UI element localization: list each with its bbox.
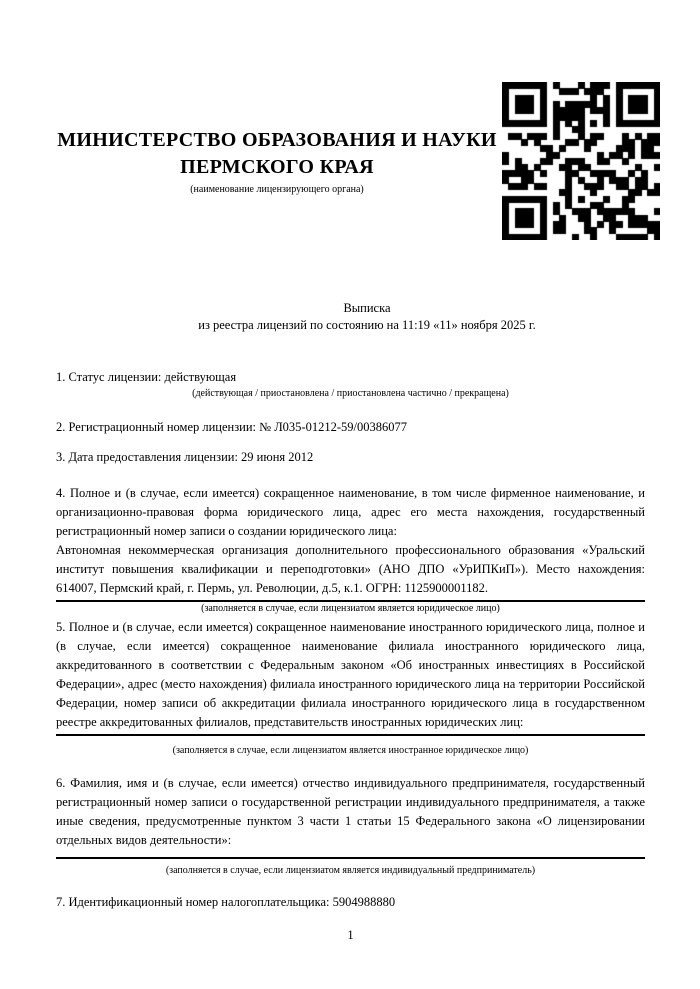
section-grant-date	[56, 448, 645, 467]
license-status-text: 1. Статус лицензии: действующая	[56, 370, 237, 384]
taxpayer-number-text: 7. Идентификационный номер налогоплательщика: 5904988880	[56, 895, 396, 909]
document-title-line2: из реестра лицензий по состоянию на 11:19 «11» ноября 2025 г.	[198, 318, 536, 332]
entrepreneur-question: 6. Фамилия, имя и (в случае, если имеется) отчество индивидуального предпринимателя, государственный регистрационный номер записи о государственной регистрации индивидуального предпринимателя, а также иные сведения, предусмотренные пунктом 3 части 1 статьи 15 Федерального закона «О лицензировании отдельных видов деятельности»:	[56, 776, 645, 847]
legal-entity-answer: Автономная некоммерческая организация дополнительного профессионального образования «Уральский институт повышения квалификации и переподготовки» (АНО ДПО «УрИПКиП»). Место нахождения: 614007, Пермский край, г. Пермь, ул. Революции, д.5, к.1. ОГРН: 1125900001182.	[56, 543, 645, 595]
ministry-name-line2: ПЕРМСКОГО КРАЯ	[180, 156, 374, 178]
ministry-header	[56, 127, 498, 196]
legal-entity-caption: (заполняется в случае, если лицензиатом является юридическое лицо)	[201, 603, 500, 614]
section-license-status	[56, 368, 645, 400]
entrepreneur-caption: (заполняется в случае, если лицензиатом является индивидуальный предприниматель)	[165, 865, 536, 876]
qr-code-icon	[502, 82, 660, 240]
entrepreneur-fill-line	[56, 857, 645, 859]
license-status-options-caption: (действующая / приостановлена / приостановлена частично / прекращена)	[192, 388, 509, 399]
page-number: 1	[347, 928, 354, 942]
section-taxpayer-number	[56, 893, 645, 912]
foreign-entity-question: 5. Полное и (в случае, если имеется) сокращенное наименование иностранного юридического лица, полное и (в случае, если имеется) сокращенное наименование филиала иностранного юридического лица, аккредитованного в соответствии с Федеральным законом «Об иностранных инвестициях в Российской Федерации», адрес (место нахождения) филиала иностранного юридического лица на территории Российской Федерации, номер записи об аккредитации филиала иностранного юридического лица в государственном реестре аккредитованных филиалов, представительств иностранных юридических лиц:	[56, 620, 645, 729]
foreign-entity-fill-line	[56, 734, 645, 736]
section-registration-number	[56, 418, 645, 437]
ministry-caption: (наименование лицензирующего органа)	[190, 184, 364, 195]
legal-entity-fill-line	[56, 600, 645, 602]
legal-entity-question: 4. Полное и (в случае, если имеется) сокращенное наименование, в том числе фирменное наименование, и организационно-правовая форма юридического лица, адрес его места нахождения, государственный регистрационный номер записи о создании юридического лица:	[56, 486, 645, 538]
section-foreign-entity	[56, 618, 645, 757]
grant-date-text: 3. Дата предоставления лицензии: 29 июня 2012	[56, 450, 314, 464]
section-legal-entity	[56, 484, 645, 615]
section-entrepreneur	[56, 774, 645, 877]
registration-number-text: 2. Регистрационный номер лицензии: № Л035-01212-59/00386077	[56, 420, 407, 434]
document-title-line1: Выписка	[343, 301, 391, 315]
ministry-name-line1: МИНИСТЕРСТВО ОБРАЗОВАНИЯ И НАУКИ	[57, 129, 497, 151]
document-title	[56, 300, 678, 334]
foreign-entity-caption: (заполняется в случае, если лицензиатом является иностранное юридическое лицо)	[172, 745, 529, 756]
